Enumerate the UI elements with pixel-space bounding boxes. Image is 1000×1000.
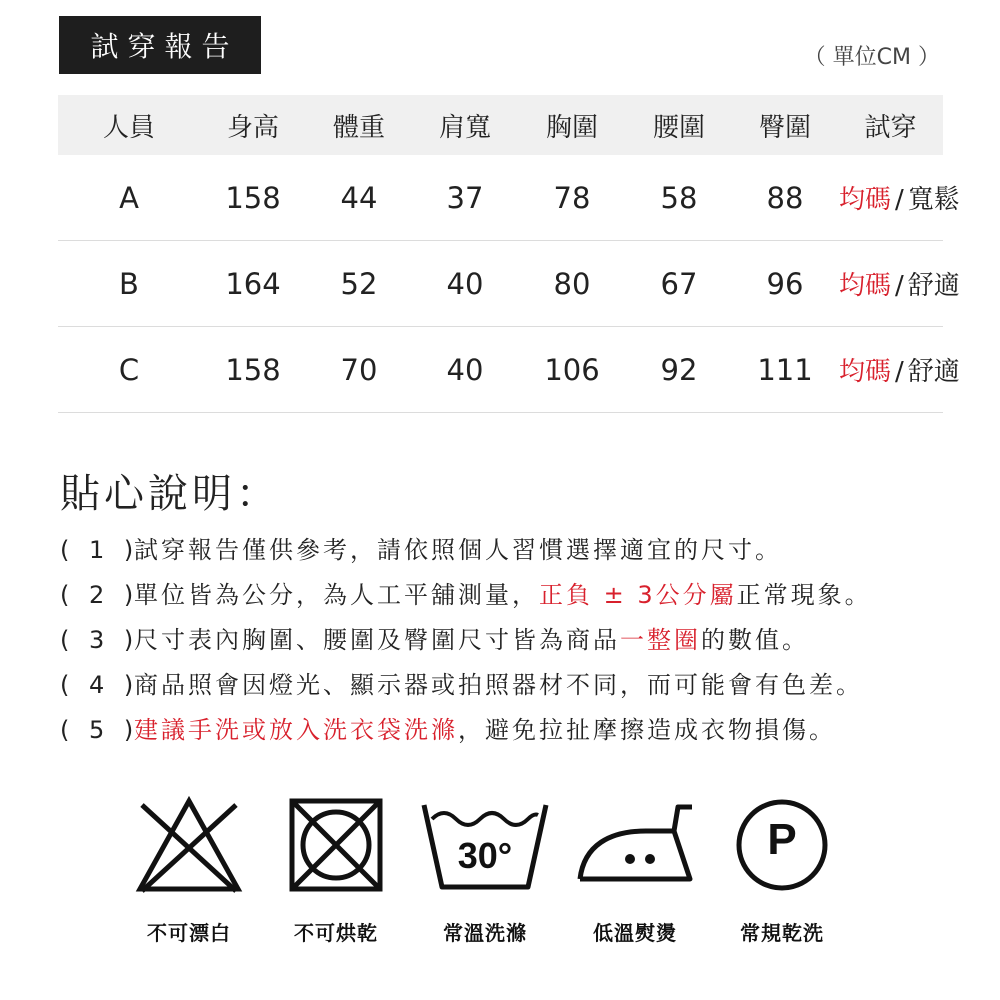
note-item bbox=[60, 532, 960, 577]
wash-temp: 30° bbox=[457, 835, 513, 876]
note-text-part: 正常現象。 bbox=[736, 581, 872, 609]
note-text-part: 的數值。 bbox=[701, 626, 809, 654]
cell-height: 158 bbox=[200, 155, 306, 241]
note-text bbox=[134, 712, 836, 757]
cell-shoulder: 37 bbox=[412, 155, 518, 241]
dry-clean-letter: P bbox=[767, 815, 797, 864]
note-text-highlight: 一整圈 bbox=[620, 626, 701, 654]
care-label: 不可烘乾 bbox=[294, 921, 378, 945]
fit-size: 均碼 bbox=[839, 357, 892, 387]
note-item bbox=[60, 667, 960, 712]
note-text-part: 試穿報告僅供參考，請依照個人習慣選擇適宜的尺寸。 bbox=[134, 536, 782, 564]
table-row bbox=[58, 241, 943, 327]
note-item bbox=[60, 577, 960, 622]
cell-hip: 111 bbox=[732, 327, 838, 413]
low-iron-icon bbox=[570, 795, 700, 895]
note-text bbox=[134, 667, 863, 712]
care-wash-30 bbox=[410, 795, 560, 946]
cell-person: A bbox=[58, 155, 200, 241]
notes-title: 貼心說明： bbox=[60, 471, 280, 517]
report-title: 試穿報告 bbox=[59, 16, 261, 74]
col-height: 身高 bbox=[200, 95, 306, 155]
fit-separator: / bbox=[895, 271, 904, 301]
care-label: 不可漂白 bbox=[147, 921, 231, 945]
fit-feel: 舒適 bbox=[907, 271, 960, 301]
no-bleach-icon bbox=[134, 795, 244, 895]
cell-fit bbox=[838, 241, 960, 327]
cell-height: 158 bbox=[200, 327, 306, 413]
cell-waist: 67 bbox=[626, 241, 732, 327]
wash-30-icon bbox=[418, 795, 552, 895]
col-waist: 腰圍 bbox=[626, 95, 732, 155]
fit-separator: / bbox=[895, 185, 904, 215]
note-number: ( 5 ) bbox=[60, 716, 140, 744]
col-weight: 體重 bbox=[306, 95, 412, 155]
cell-waist: 92 bbox=[626, 327, 732, 413]
note-text-part: 尺寸表內胸圍、腰圍及臀圍尺寸皆為商品 bbox=[134, 626, 620, 654]
fit-feel: 舒適 bbox=[907, 357, 960, 387]
note-text-part: 單位皆為公分，為人工平舖測量， bbox=[134, 581, 539, 609]
note-number: ( 3 ) bbox=[60, 626, 140, 654]
cell-height: 164 bbox=[200, 241, 306, 327]
note-text-highlight: 正負 ± 3公分屬 bbox=[539, 581, 737, 609]
fit-separator: / bbox=[895, 357, 904, 387]
fit-size: 均碼 bbox=[839, 271, 892, 301]
note-text bbox=[134, 577, 872, 622]
note-number: ( 4 ) bbox=[60, 671, 140, 699]
cell-person: B bbox=[58, 241, 200, 327]
table-row bbox=[58, 327, 943, 413]
cell-waist: 58 bbox=[626, 155, 732, 241]
cell-fit bbox=[838, 327, 960, 413]
note-text-highlight: 建議手洗或放入洗衣袋洗滌 bbox=[134, 716, 458, 744]
care-low-iron bbox=[560, 795, 710, 946]
cell-chest: 80 bbox=[518, 241, 626, 327]
cell-person: C bbox=[58, 327, 200, 413]
table-header-row bbox=[58, 95, 943, 155]
unit-label: （ 單位CM ） bbox=[803, 45, 940, 70]
notes-list bbox=[60, 532, 960, 757]
no-tumble-dry-icon bbox=[286, 795, 386, 895]
cell-shoulder: 40 bbox=[412, 327, 518, 413]
cell-shoulder: 40 bbox=[412, 241, 518, 327]
size-table bbox=[58, 95, 960, 413]
note-number: ( 2 ) bbox=[60, 581, 140, 609]
care-label: 低溫熨燙 bbox=[593, 921, 677, 945]
note-number: ( 1 ) bbox=[60, 536, 140, 564]
fit-size: 均碼 bbox=[839, 185, 892, 215]
table-row bbox=[58, 155, 943, 241]
cell-weight: 70 bbox=[306, 327, 412, 413]
dry-clean-p-icon bbox=[734, 795, 830, 895]
cell-chest: 106 bbox=[518, 327, 626, 413]
care-label: 常規乾洗 bbox=[740, 921, 824, 945]
fit-feel: 寬鬆 bbox=[907, 185, 960, 215]
cell-fit bbox=[838, 155, 960, 241]
note-text-part: ，避免拉扯摩擦造成衣物損傷。 bbox=[458, 716, 836, 744]
cell-chest: 78 bbox=[518, 155, 626, 241]
col-hip: 臀圍 bbox=[732, 95, 838, 155]
cell-weight: 44 bbox=[306, 155, 412, 241]
col-chest: 胸圍 bbox=[518, 95, 626, 155]
col-person: 人員 bbox=[58, 95, 200, 155]
care-dry-clean bbox=[707, 795, 857, 946]
note-item bbox=[60, 622, 960, 667]
care-label: 常溫洗滌 bbox=[443, 921, 527, 945]
care-no-tumble-dry bbox=[261, 795, 411, 946]
col-shoulder: 肩寬 bbox=[412, 95, 518, 155]
cell-hip: 96 bbox=[732, 241, 838, 327]
note-text bbox=[134, 532, 782, 577]
note-text-part: 商品照會因燈光、顯示器或拍照器材不同，而可能會有色差。 bbox=[134, 671, 863, 699]
cell-weight: 52 bbox=[306, 241, 412, 327]
note-item bbox=[60, 712, 960, 757]
care-no-bleach bbox=[114, 795, 264, 946]
note-text bbox=[134, 622, 809, 667]
cell-hip: 88 bbox=[732, 155, 838, 241]
col-fit: 試穿 bbox=[838, 95, 943, 155]
